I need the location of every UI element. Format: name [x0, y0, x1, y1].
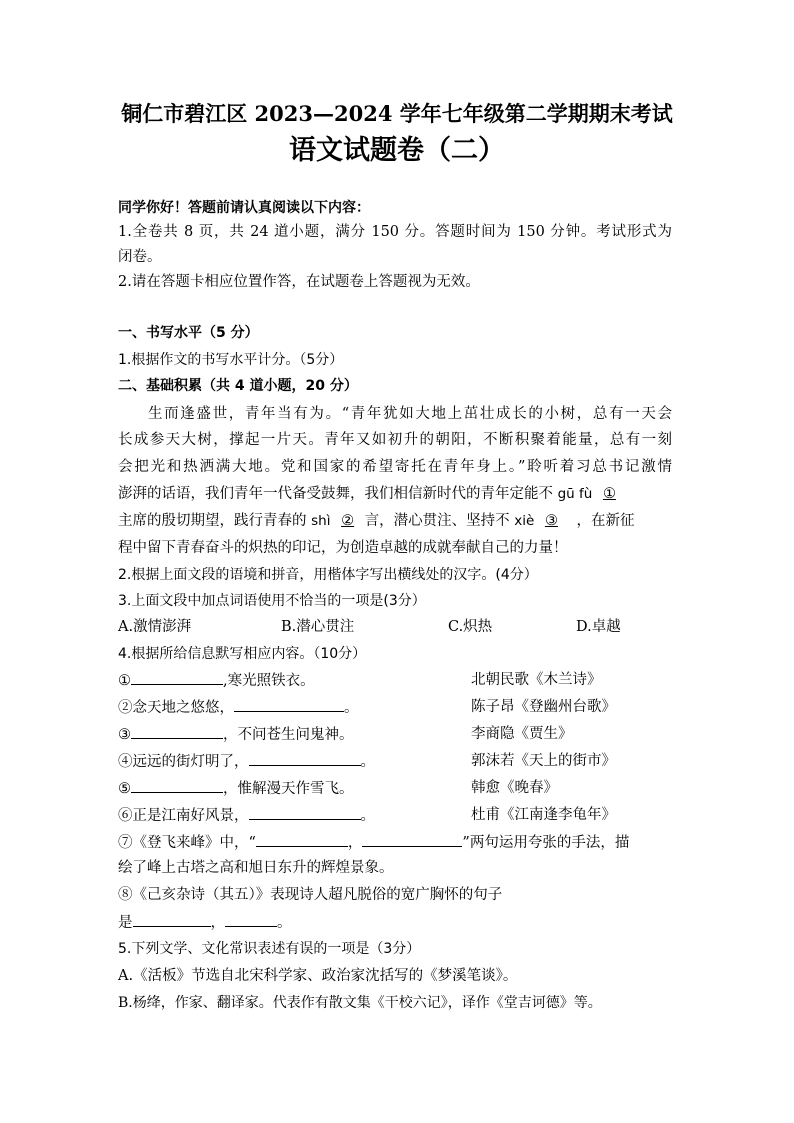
recite-item-4-end: 。	[360, 754, 375, 770]
instruction-item-2: 2.请在答题卡相应位置作答，在试题卷上答题视为无效。	[118, 274, 480, 290]
question-5: 5.下列文学、文化常识表述有误的一项是（3分）	[118, 941, 421, 957]
passage-line-5-text-a: 主席的殷切期望，践行青春的	[118, 513, 307, 529]
passage-line-4	[118, 484, 678, 504]
recite-source-5: 韩愈《晚春》	[471, 780, 558, 796]
passage-line-4-text: 澎湃的话语，我们青年一代备受鼓舞，我们相信新时代的青年定能不	[118, 486, 553, 502]
answer-blank	[249, 805, 361, 820]
recite-item-8-text-c: ，	[210, 915, 225, 931]
recite-source-4: 郭沫若《天上的街市》	[471, 753, 616, 769]
answer-blank	[131, 724, 223, 739]
recite-item-7-cont: 绘了峰上古塔之高和旭日东升的辉煌景象。	[118, 860, 394, 876]
recite-item-7	[118, 832, 629, 853]
instructions-heading: 同学你好！答题前请认真阅读以下内容：	[118, 200, 370, 216]
recite-source-6: 杜甫《江南逢李龟年》	[471, 807, 616, 823]
answer-blank	[131, 778, 223, 793]
recite-item-3-prefix: ③	[118, 727, 131, 743]
pinyin-gufu: gū fù	[557, 486, 593, 502]
question-3: 3.上面文段中加点词语使用不恰当的一项是(3分）	[118, 593, 426, 609]
recite-item-7-text-b: ，	[347, 835, 363, 851]
question-5-option-b: B.杨绛，作家、翻译家。代表作有散文集《干校六记》，译作《堂吉诃德》等。	[118, 995, 602, 1011]
recite-source-1: 北朝民歌《木兰诗》	[471, 672, 602, 688]
blank-mark-2: ②	[341, 513, 355, 529]
passage-line-5-text-b: 言，潜心贯注、坚持不	[364, 513, 510, 529]
section-1-heading: 一、书写水平（5 分）	[118, 325, 259, 341]
exam-title: 铜仁市碧江区 2023—2024 学年七年级第二学期期末考试	[121, 101, 673, 126]
option-d: D.卓越	[576, 619, 621, 635]
pinyin-shi: shì	[311, 513, 331, 529]
recite-item-2-text: ②念天地之悠悠，	[118, 700, 234, 716]
answer-blank	[133, 912, 211, 927]
recite-item-1-prefix: ①	[118, 673, 131, 689]
passage-line-3: 会把光和热洒满大地。党和国家的希望寄托在青年身上。”聆听着习总书记激情	[118, 459, 672, 475]
question-4: 4.根据所给信息默写相应内容。（10分）	[118, 646, 367, 662]
pinyin-xie: xiè	[514, 513, 535, 529]
recite-item-4	[118, 751, 375, 772]
recite-item-8: ⑧《己亥杂诗（其五）》表现诗人超凡脱俗的宽广胸怀的句子	[118, 887, 503, 903]
passage-line-1: 生而逢盛世，青年当有为。“青年犹如大地上茁壮成长的小树，总有一天会	[148, 406, 672, 422]
recite-item-3-text: ，不问苍生问鬼神。	[223, 727, 354, 743]
answer-blank	[234, 697, 344, 712]
answer-blank	[362, 832, 462, 847]
recite-item-7-text-c: ”两句运用夸张的手法，描	[462, 835, 630, 851]
recite-item-8-text-d: 。	[277, 915, 292, 931]
recite-item-6-text: ⑥正是江南好风景，	[118, 808, 249, 824]
blank-mark-1: ①	[602, 486, 616, 502]
recite-item-3	[118, 724, 354, 745]
option-b: B.潜心贯注	[281, 619, 355, 635]
answer-blank	[225, 912, 277, 927]
passage-line-5	[118, 511, 678, 531]
option-a: A.激情澎湃	[118, 619, 192, 635]
recite-source-2: 陈子昂《登幽州台歌》	[471, 699, 616, 715]
instruction-item-1-cont: 闭卷。	[118, 249, 162, 265]
section-2-heading: 二、基础积累（共 4 道小题，20 分）	[118, 378, 358, 394]
recite-item-6-end: 。	[360, 808, 375, 824]
recite-item-5-prefix: ⑤	[118, 781, 131, 797]
instruction-item-1: 1.全卷共 8 页，共 24 道小题，满分 150 分。答题时间为 150 分钟。考试形式为	[118, 224, 672, 240]
recite-item-5	[118, 778, 354, 799]
recite-item-8-text-b: 是	[118, 915, 133, 931]
recite-item-7-text-a: ⑦《登飞来峰》中，“	[118, 835, 256, 851]
recite-item-2-end: 。	[344, 700, 359, 716]
recite-item-4-text: ④远远的街灯明了，	[118, 754, 249, 770]
recite-item-5-text: ，惟解漫天作雪飞。	[223, 781, 354, 797]
option-c: C.炽热	[448, 619, 493, 635]
passage-line-5-text-c: ，在新征	[576, 513, 635, 529]
blank-mark-3: ③	[544, 513, 558, 529]
answer-blank	[249, 751, 361, 766]
exam-subtitle: 语文试题卷（二）	[289, 135, 505, 166]
recite-item-2	[118, 697, 359, 718]
question-1: 1.根据作文的书写水平计分。（5分）	[118, 352, 344, 368]
passage-line-2: 长成参天大树，撑起一片天。青年又如初升的朝阳，不断积聚着能量，总有一刻	[118, 432, 672, 448]
question-2: 2.根据上面文段的语境和拼音，用楷体字写出横线处的汉字。(4分）	[118, 567, 538, 583]
recite-item-1-text: ,寒光照铁衣。	[223, 673, 315, 689]
answer-blank	[131, 670, 223, 685]
recite-item-6	[118, 805, 375, 826]
question-5-option-a: A.《活板》节选自北宋科学家、政治家沈括写的《梦溪笔谈》。	[118, 968, 518, 984]
recite-source-3: 李商隐《贾生》	[471, 726, 573, 742]
answer-blank	[256, 832, 348, 847]
recite-item-8-cont	[118, 912, 292, 933]
passage-line-6: 程中留下青春奋斗的炽热的印记，为创造卓越的成就奉献自己的力量！	[118, 540, 568, 556]
recite-item-1	[118, 670, 315, 691]
